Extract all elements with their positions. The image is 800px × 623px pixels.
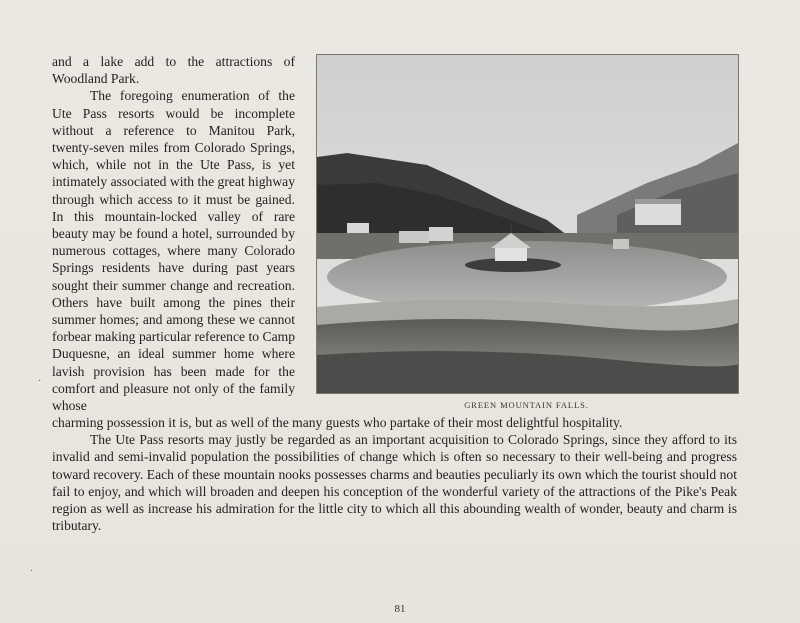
lake-landscape-illustration xyxy=(317,55,738,393)
paragraph-manitou-park: The foregoing enumeration of the Ute Pass resorts would be incomplete without a reference to Manitou Park, twenty-seven miles from Colorado Springs, which, while not in the Ute Pass, is yet intimately associated with the great highway through which access to it must be gained. In this mountain-locked valley of rare beauty may be found a hotel, surrounded by numerous cottages, where many Colorado Springs residents have during past years sought their summer change and recreation. Others have built among the pines their summer homes; and among these we cannot forbear making particular reference to Camp Duquesne, an ideal summer home where lavish provision has been made for the comfort and pleasure not only of the family whose xyxy=(52,88,295,414)
paragraph-continuation: charming possession it is, but as well of the many guests who partake of their most delightful hospitality. xyxy=(52,415,623,430)
photo-caption: GREEN MOUNTAIN FALLS. xyxy=(464,400,589,410)
left-text-column xyxy=(52,53,295,414)
paragraph-continued: and a lake add to the attractions of Woodland Park. xyxy=(52,54,295,87)
page-number: 81 xyxy=(394,603,406,615)
margin-mark: · xyxy=(38,376,42,387)
margin-mark: · xyxy=(30,566,34,577)
photograph xyxy=(316,54,739,394)
paragraph-ute-pass-resorts: The Ute Pass resorts may justly be regarded as an important acquisition to Colorado Springs, since they afford to its invalid and semi-invalid population the possibilities of change which is often so necessary to their well-being and progress toward recovery. Each of these mountain nooks possesses charms and beauties peculiarly its own which the tourist should not fail to enjoy, and which will broaden and deepen his conception of the wonderful variety of the attractions of the Pike's Peak region as well as increase his admiration for the little city to which all this abounding wealth of wonder, beauty and charm is tributary. xyxy=(52,432,737,534)
full-width-text xyxy=(52,414,737,534)
